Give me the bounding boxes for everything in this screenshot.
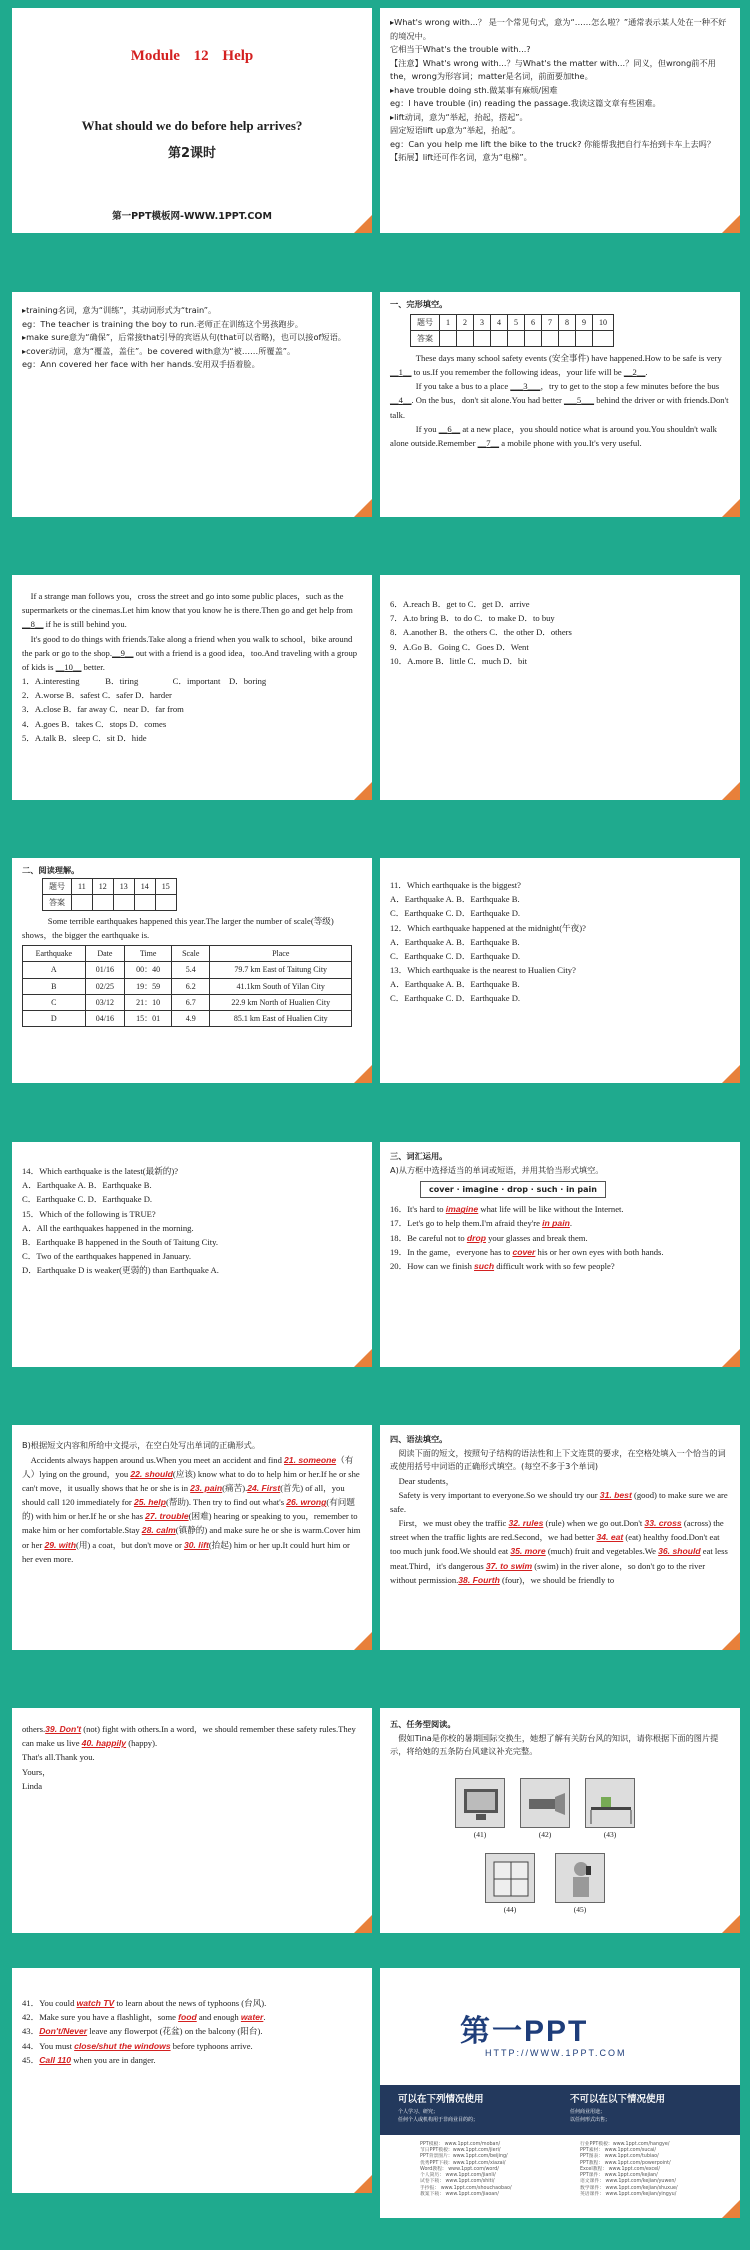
table-cell: Date: [85, 946, 125, 962]
table-cell: 5: [508, 314, 525, 330]
text-line: C．Earthquake C. D．Earthquake D.: [390, 950, 521, 961]
text-line: 10．A.more B．little C．much D．bit: [390, 655, 528, 666]
table-cell: 85.1 km East of Hualien City: [210, 1011, 352, 1027]
earthquake-table: [22, 945, 352, 1027]
table-cell: 9: [576, 314, 593, 330]
answer-table: 题号 11 12 13 14 15 答案: [42, 878, 177, 911]
text-line: ▸training名词，意为“训练”，其动词形式为“train”。: [22, 305, 217, 315]
table-cell: 13: [113, 878, 134, 894]
text-line: B．Earthquake B happened in the South of Taitung City.: [22, 1236, 219, 1247]
reading-intro: Some terrible earthquakes happened this year.The larger the number of scale(等级) shows，the bigger the earthquake is.: [22, 915, 334, 941]
cloze-options-slide: [380, 575, 740, 800]
table-cell: 03/12: [85, 994, 125, 1010]
table-cell: 7: [542, 314, 559, 330]
task-answers-slide: 41．You could watch TV to learn about the news of typhoons (台风). 42．Make sure you have a flashlight，some food and enough water. 43．Don't/Never leave any flowerpot (花盆) on the balcony (阳台). 44．You must close/shut the windows before typhoons arrive. 45．Call 110 when you are in danger.: [12, 1968, 372, 2193]
table-cell: 1: [440, 314, 457, 330]
site-link[interactable]: PPT课件： www.1ppt.com/kejian/: [580, 2173, 658, 2179]
text-line: 1．A.interesting B．tiring C．important D．boring: [22, 676, 267, 687]
word-box: cover · imagine · drop · such · in pain: [420, 1181, 606, 1198]
text-line: ▸have trouble doing sth.做某事有麻烦/困难: [390, 84, 558, 95]
table-cell: 2: [457, 314, 474, 330]
text-line: eg：Ann covered her face with her hands.安用双手捂着脸。: [22, 359, 260, 370]
table-cell: 14: [134, 878, 155, 894]
reading-slide-1: [12, 858, 372, 1083]
table-cell: 5.4: [172, 962, 210, 978]
flashlight-picture: [520, 1778, 570, 1828]
table-row: [23, 1011, 352, 1027]
table-cell: Place: [210, 946, 352, 962]
site-link[interactable]: 节日PPT模板：www.1ppt.com/jieri/: [420, 2148, 501, 2154]
text-line: A．All the earthquakes happened in the morning.: [22, 1222, 194, 1233]
table-cell: D: [23, 1011, 86, 1027]
logo: 第一PPT HTTP://WWW.1PPT.COM: [380, 1968, 740, 2088]
table-cell: 12: [92, 878, 113, 894]
text-line: C．Two of the earthquakes happened in January.: [22, 1251, 191, 1262]
table-cell: 15: [155, 878, 176, 894]
text-line: A．Earthquake A. B．Earthquake B.: [22, 1180, 152, 1191]
table-cell: 19：59: [125, 978, 172, 994]
text-line: ▸cover动词，意为“覆盖，盖住”。be covered with意为“被……所覆盖”。: [22, 345, 296, 356]
table-cell: 00：40: [125, 962, 172, 978]
table-cell: 41.1km South of Yilan City: [210, 978, 352, 994]
text-line: 11．Which earthquake is the biggest?: [390, 880, 521, 890]
site-link[interactable]: 英语课件： www.1ppt.com/kejian/yingyu/: [580, 2191, 677, 2197]
table-row: [23, 962, 352, 978]
site-link[interactable]: 语文课件： www.1ppt.com/kejian/yuwen/: [580, 2179, 677, 2185]
site-link[interactable]: PPT背景图片：www.1ppt.com/beijing/: [420, 2154, 508, 2160]
text-line: 15．Which of the following is TRUE?: [22, 1208, 156, 1219]
grammar-notes-slide-2: [12, 292, 372, 517]
table-cell: Earthquake: [23, 946, 86, 962]
site-link[interactable]: PPT图表： www.1ppt.com/tubiao/: [580, 2154, 659, 2160]
table-cell: B: [23, 978, 86, 994]
task-reading-slide: 五、任务型阅读。 假如Tina是你校的暑期国际交换生，她想了解有关防台风的知识，请你根据下面的图片提示，将给她的五条防台风建议补充完整。 (41) (42) (43) (44) (45): [380, 1708, 740, 1933]
site-link[interactable]: 数学课件： www.1ppt.com/kejian/shuxue/: [580, 2185, 678, 2191]
table-cell: 11: [72, 878, 93, 894]
cloze-slide-2: If a strange man follows you，cross the street and go into some public places，such as the supermarkets or the cinemas.Let him know that you know he is there.Then go and get help from __8__ if he is still behind you. It's good to do things with friends.Take along a friend when you walk to school，bike around the park or go to the shop.__9__ out with a friend is a good idea，too.And traveling with a group of kids is __10__ better. 1．A.interesting B．tiring C．important D．boring 2．A.worse B．safest C．safer D．harder 3．A.close B．far away C．near D．far from 4．A.goes B．takes C．stops D．comes 5．A.talk B．sleep C．sit D．hide: [12, 575, 372, 800]
table-cell: 79.7 km East of Taitung City: [210, 962, 352, 978]
cloze-slide-1: 一、完形填空。 题号 1 2 3 4 5 6 7 8 9 10 答案 These days many school safety events (安全事件) have happened.How to be safe is very __1__ to us.If you remember the following ideas，your life will be __2__. If you take a bus to a place ___3___，try to get to the stop a few minutes before the bus __4__. On the bus，don't sit alone.You had better ___5___ behind the driver or with friends.Don't talk. If you __6__ at a new place，you should notice what is around you.You shouldn't walk alone outside.Remember __7__ a mobile phone with you.It's very useful.: [380, 292, 740, 517]
phone-call-picture: [555, 1853, 605, 1903]
window-picture: [485, 1853, 535, 1903]
table-cell: 15：01: [125, 1011, 172, 1027]
reading-questions-slide-2: [12, 1142, 372, 1367]
table-cell: A: [23, 962, 86, 978]
table-cell: 22.9 km North of Hualien City: [210, 994, 352, 1010]
text-line: 9．A.Go B．Going C．Goes D．Went: [390, 641, 529, 652]
table-cell: 01/16: [85, 962, 125, 978]
table-cell: 21：10: [125, 994, 172, 1010]
text-line: 5．A.talk B．sleep C．sit D．hide: [22, 732, 147, 743]
text-line: 【注意】What's wrong with...？与What's the matter with...？同义，但wrong前不用the，wrong为形容词；matter是名词，前面要加the。: [390, 57, 716, 82]
text-line: ▸What's wrong with...？ 是一个常见句式，意为“……怎么啦？”通常表示某人处在一种不好的境况中。: [390, 17, 727, 41]
text-line: 6．A.reach B．get to C．get D．arrive: [390, 599, 530, 609]
site-link[interactable]: Excel教程： www.1ppt.com/excel/: [580, 2166, 661, 2172]
grammar-fill-slide-2: others.39. Don't (not) fight with others.In a word，we should remember these safety rules.They can make us live 40. happily (happy). That's all.Thank you. Yours， Linda: [12, 1708, 372, 1933]
text-line: 它相当于What's the trouble with...?: [390, 44, 531, 55]
table-cell: 4.9: [172, 1011, 210, 1027]
text-line: eg：I have trouble (in) reading the passage.我读这篇文章有些困难。: [390, 98, 661, 109]
answer-row-label: 答案: [411, 330, 440, 346]
site-link[interactable]: 优秀PPT下载：www.1ppt.com/xiazai/: [420, 2160, 506, 2166]
text-line: C．Earthquake C. D．Earthquake D.: [22, 1194, 153, 1205]
text-line: A．Earthquake A. B．Earthquake B.: [390, 894, 520, 905]
table-cell: C: [23, 994, 86, 1010]
table-cell: 4: [491, 314, 508, 330]
text-line: 【拓展】lift还可作名词，意为“电梯”。: [390, 152, 532, 163]
site-link[interactable]: 试卷下载： www.1ppt.com/shiti/: [420, 2179, 495, 2185]
text-line: 12．Which earthquake happened at the midnight(午夜)?: [390, 922, 586, 933]
site-link[interactable]: 教案下载： www.1ppt.com/jiaoan/: [420, 2191, 499, 2197]
table-row: [23, 994, 352, 1010]
site-link[interactable]: PPT素材： www.1ppt.com/sucai/: [580, 2148, 656, 2154]
table-cell: 题号: [43, 878, 72, 894]
text-line: A．Earthquake A. B．Earthquake B.: [390, 979, 520, 990]
site-link[interactable]: PPT教程： www.1ppt.com/powerpoint/: [580, 2160, 671, 2166]
table-cell: 6.2: [172, 978, 210, 994]
grammar-notes-slide-1: [380, 8, 740, 233]
table-cell: 04/16: [85, 1011, 125, 1027]
tv-picture: [455, 1778, 505, 1828]
reading-questions-slide-1: [380, 858, 740, 1083]
table-cell: 10: [593, 314, 614, 330]
text-line: eg：Can you help me lift the bike to the truck? 你能帮我把自行车抬到卡车上去吗？: [390, 138, 716, 149]
text-line: 2．A.worse B．safest C．safer D．harder: [22, 690, 172, 701]
site-link[interactable]: PPT模板： www.1ppt.com/moban/: [420, 2142, 501, 2147]
site-link[interactable]: Word教程： www.1ppt.com/word/: [420, 2166, 499, 2172]
site-link[interactable]: 行业PPT模板：www.1ppt.com/hangye/: [580, 2142, 670, 2147]
text-line: 固定短语lift up意为“举起，抬起”。: [390, 125, 521, 136]
module-title: Module 12 Help: [130, 48, 254, 64]
word-form-slide: B)根据短文内容和所给中文提示，在空白处写出单词的正确形式。 Accidents always happen around us.When you meet an accident and find 21. someone（有人）lying on the ground，you 22. should(应该) know what to do to help him or her.If he or she can't move，it usually shows that he or she is in 23. pain(痛苦).24. First(首先) of all，you should call 120 immediately for 25. help(帮助). Then try to find out what's 26. wrong(有问题的) with him or her.If he or she has 27. trouble(困难) hearing or speaking to you，remember to make him or her comfortable.Stay 28. calm(镇静的) and make sure he or she is warm.Cover him or her 29. with(用) a coat，but don't move or 30. lift(抬起) him or her up.It could hurt him or her even more.: [12, 1425, 372, 1650]
lesson-question: What should we do before help arrives?: [81, 118, 303, 133]
site-link[interactable]: 手抄报： www.1ppt.com/shouchaobao/: [420, 2185, 512, 2191]
table-cell: Time: [125, 946, 172, 962]
text-line: 8．A.another B．the others C．the other D．others: [390, 627, 572, 638]
site-credit: 第一PPT模板网-WWW.1PPT.COM: [112, 211, 272, 222]
text-line: ▸lift动词，意为“举起，抬起，搭起”。: [390, 111, 528, 122]
table-cell: 3: [474, 314, 491, 330]
usage-band: 可以在下列情况使用 不可以在以下情况使用 个人学习、研究； 任何个人或机构用于非商业目的的； 任何商业用途； 以任何形式出售；: [380, 2085, 740, 2135]
vocab-slide: 三、词汇运用。 A)从方框中选择适当的单词或短语，并用其恰当形式填空。 cover · imagine · drop · such · in pain 16．It's hard to imagine what life will be like without the Internet. 17．Let's go to help them.I'm afraid they're in pain. 18．Be careful not to drop your glasses and break them. 19．In the game，everyone has to cover his or her own eyes with both hands. 20．How can we finish such difficult work with so few people?: [380, 1142, 740, 1367]
table-cell: 8: [559, 314, 576, 330]
title-slide: [12, 8, 372, 233]
table-row: [23, 978, 352, 994]
text-line: C．Earthquake C. D．Earthquake D.: [390, 908, 521, 919]
site-link[interactable]: 个人简历： www.1ppt.com/jianli/: [420, 2173, 496, 2179]
text-line: 4．A.goes B．takes C．stops D．comes: [22, 718, 167, 729]
table-cell: 6: [525, 314, 542, 330]
text-line: 14．Which earthquake is the latest(最新的)?: [22, 1166, 179, 1176]
text-line: 7．A.to bring B．to do C．to make D．to buy: [390, 613, 555, 624]
text-line: 13．Which earthquake is the nearest to Hualien City?: [390, 965, 576, 976]
ppt-ad-slide: [380, 1968, 740, 2218]
table-cell: 6.7: [172, 994, 210, 1010]
section-heading: 二、阅读理解。: [22, 865, 80, 875]
text-line: 3．A.close B．far away C．near D．far from: [22, 704, 184, 715]
table-cell: Scale: [172, 946, 210, 962]
text-line: D．Earthquake D is weaker(更弱的) than Earthquake A.: [22, 1265, 219, 1276]
table-cell: 题号: [411, 314, 440, 330]
text-line: C．Earthquake C. D．Earthquake D.: [390, 993, 521, 1004]
grammar-fill-slide: 四、语法填空。 阅读下面的短文，按照句子结构的语法性和上下文连贯的要求，在空格处填入一个恰当的词或使用括号中词语的正确形式填空。(每空不多于3个单词) Dear students， Safety is very important to everyone.So we should try our 31. best (good) to make sure we are safe. First，we must obey the traffic 32. rules (rule) when we go out.Don't 33. cross (across) the street when the traffic lights are red.Second，we had better 34. eat (eat) healthy food.Don't eat too much junk food.We should eat 35. more (much) fruit and vegetables.We 36. should eat less meat.Third，it's dangerous 37. to swim (swim) in the river alone，so don't go to the river without permission.38. Fourth (four)，we should be friendly to: [380, 1425, 740, 1650]
text-line: A．Earthquake A. B．Earthquake B.: [390, 936, 520, 947]
text-line: eg：The teacher is training the boy to run.老师正在训练这个男孩跑步。: [22, 318, 303, 329]
section-heading: 一、完形填空。: [390, 299, 448, 309]
table-cell: 02/25: [85, 978, 125, 994]
text-line: ▸make sure意为“确保”，后常接that引导的宾语从句(that可以省略)，也可以接of短语。: [22, 332, 346, 343]
balcony-picture: [585, 1778, 635, 1828]
lesson-number: 第2课时: [167, 146, 217, 161]
answer-table: [410, 314, 614, 347]
